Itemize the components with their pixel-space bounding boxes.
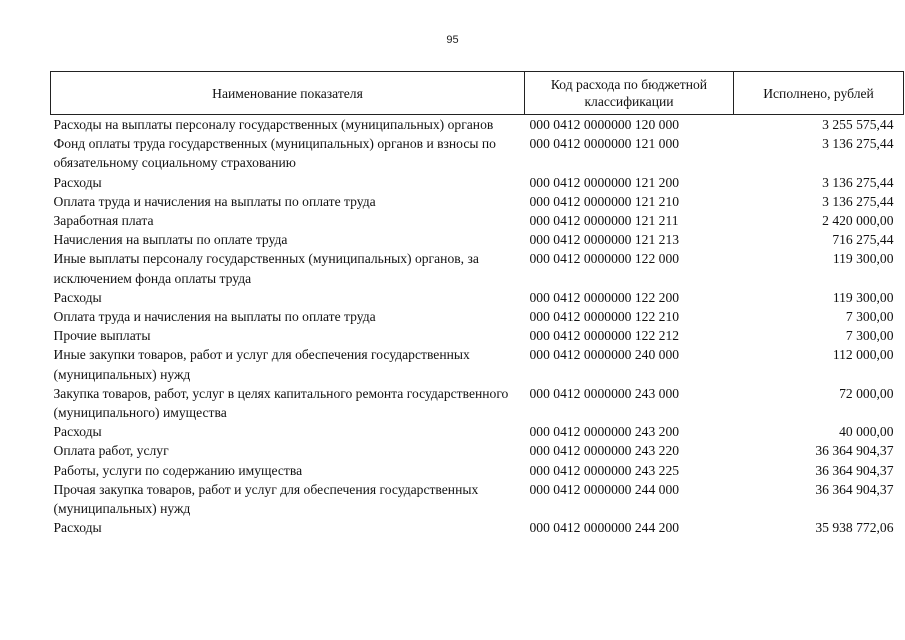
budget-code: 000 0412 0000000 121 200 bbox=[529, 174, 680, 190]
table-row bbox=[51, 115, 904, 135]
table-row bbox=[51, 441, 904, 460]
budget-code: 000 0412 0000000 120 000 bbox=[529, 117, 680, 132]
executed-amount: 119 300,00 bbox=[832, 251, 894, 267]
budget-code: 000 0412 0000000 122 000 bbox=[529, 251, 680, 267]
executed-amount: 3 136 275,44 bbox=[822, 136, 894, 152]
table-row bbox=[51, 288, 904, 307]
table-row bbox=[51, 384, 904, 422]
budget-execution-table bbox=[50, 71, 904, 537]
executed-amount: 36 364 904,37 bbox=[815, 443, 894, 459]
table-row bbox=[51, 192, 904, 211]
indicator-name: Работы, услуги по содержанию имущества bbox=[53, 462, 303, 478]
executed-amount: 716 275,44 bbox=[832, 232, 894, 248]
budget-code: 000 0412 0000000 122 200 bbox=[529, 289, 680, 305]
indicator-name: Оплата труда и начисления на выплаты по оплате труда bbox=[53, 309, 376, 325]
budget-code: 000 0412 0000000 244 000 bbox=[529, 481, 680, 497]
indicator-name: Оплата труда и начисления на выплаты по оплате труда bbox=[53, 193, 376, 209]
budget-code: 000 0412 0000000 121 213 bbox=[529, 232, 680, 248]
header-indicator-name: Наименование показателя bbox=[51, 72, 525, 115]
indicator-name: Расходы bbox=[53, 174, 102, 190]
budget-code: 000 0412 0000000 121 000 bbox=[529, 136, 680, 152]
executed-amount: 7 300,00 bbox=[845, 328, 894, 344]
indicator-name: Оплата работ, услуг bbox=[53, 443, 169, 459]
table-row bbox=[51, 461, 904, 480]
budget-code: 000 0412 0000000 122 210 bbox=[529, 309, 680, 325]
executed-amount: 7 300,00 bbox=[845, 309, 894, 325]
executed-amount: 72 000,00 bbox=[839, 385, 894, 401]
indicator-name: Иные выплаты персоналу государственных (муниципальных) органов, за исключением фонда оплаты труда bbox=[53, 251, 479, 286]
indicator-name: Расходы bbox=[53, 289, 102, 305]
header-budget-code: Код расхода по бюджетной классификации bbox=[525, 72, 734, 115]
executed-amount: 119 300,00 bbox=[832, 289, 894, 305]
executed-amount: 112 000,00 bbox=[832, 347, 894, 363]
executed-amount: 36 364 904,37 bbox=[815, 462, 894, 478]
table-row bbox=[51, 134, 904, 172]
table-row bbox=[51, 326, 904, 345]
budget-code: 000 0412 0000000 122 212 bbox=[529, 328, 680, 344]
indicator-name: Иные закупки товаров, работ и услуг для обеспечения государственных (муниципальных) нужд bbox=[53, 347, 470, 382]
page-number: 95 bbox=[446, 34, 459, 46]
budget-code: 000 0412 0000000 243 200 bbox=[529, 424, 680, 440]
executed-amount: 2 420 000,00 bbox=[822, 213, 894, 229]
indicator-name: Фонд оплаты труда государственных (муниципальных) органов и взносы по обязательному социальному страхованию bbox=[53, 136, 496, 171]
indicator-name: Начисления на выплаты по оплате труда bbox=[53, 232, 288, 248]
table-row bbox=[51, 345, 904, 383]
table-row bbox=[51, 230, 904, 249]
budget-code: 000 0412 0000000 243 225 bbox=[529, 462, 680, 478]
budget-code: 000 0412 0000000 244 200 bbox=[529, 520, 680, 536]
header-row bbox=[51, 72, 904, 115]
budget-code: 000 0412 0000000 243 220 bbox=[529, 443, 680, 459]
table-row bbox=[51, 249, 904, 287]
table-body bbox=[51, 115, 904, 538]
executed-amount: 3 136 275,44 bbox=[822, 193, 894, 209]
table-row bbox=[51, 518, 904, 537]
indicator-name: Расходы bbox=[53, 520, 102, 536]
indicator-name: Прочая закупка товаров, работ и услуг для обеспечения государственных (муниципальных) нужд bbox=[53, 481, 479, 517]
budget-code: 000 0412 0000000 121 211 bbox=[529, 213, 679, 229]
table-header bbox=[51, 72, 904, 115]
indicator-name: Прочие выплаты bbox=[53, 328, 151, 344]
header-executed-amount: Исполнено, рублей bbox=[734, 72, 904, 115]
executed-amount: 40 000,00 bbox=[839, 424, 894, 440]
table-row bbox=[51, 480, 904, 518]
executed-amount: 36 364 904,37 bbox=[815, 481, 894, 497]
indicator-name: Закупка товаров, работ, услуг в целях капитального ремонта государственного (муниципального) имущества bbox=[53, 385, 509, 421]
table-row bbox=[51, 422, 904, 441]
table-row bbox=[51, 307, 904, 326]
budget-code: 000 0412 0000000 240 000 bbox=[529, 347, 680, 363]
budget-code: 000 0412 0000000 121 210 bbox=[529, 193, 680, 209]
executed-amount: 3 255 575,44 bbox=[822, 117, 894, 132]
indicator-name: Расходы bbox=[53, 424, 102, 440]
executed-amount: 3 136 275,44 bbox=[822, 174, 894, 190]
indicator-name: Расходы на выплаты персоналу государственных (муниципальных) органов bbox=[53, 117, 494, 132]
executed-amount: 35 938 772,06 bbox=[815, 520, 894, 536]
indicator-name: Заработная плата bbox=[53, 213, 154, 229]
table-row bbox=[51, 211, 904, 230]
budget-code: 000 0412 0000000 243 000 bbox=[529, 385, 680, 401]
table-row bbox=[51, 173, 904, 192]
